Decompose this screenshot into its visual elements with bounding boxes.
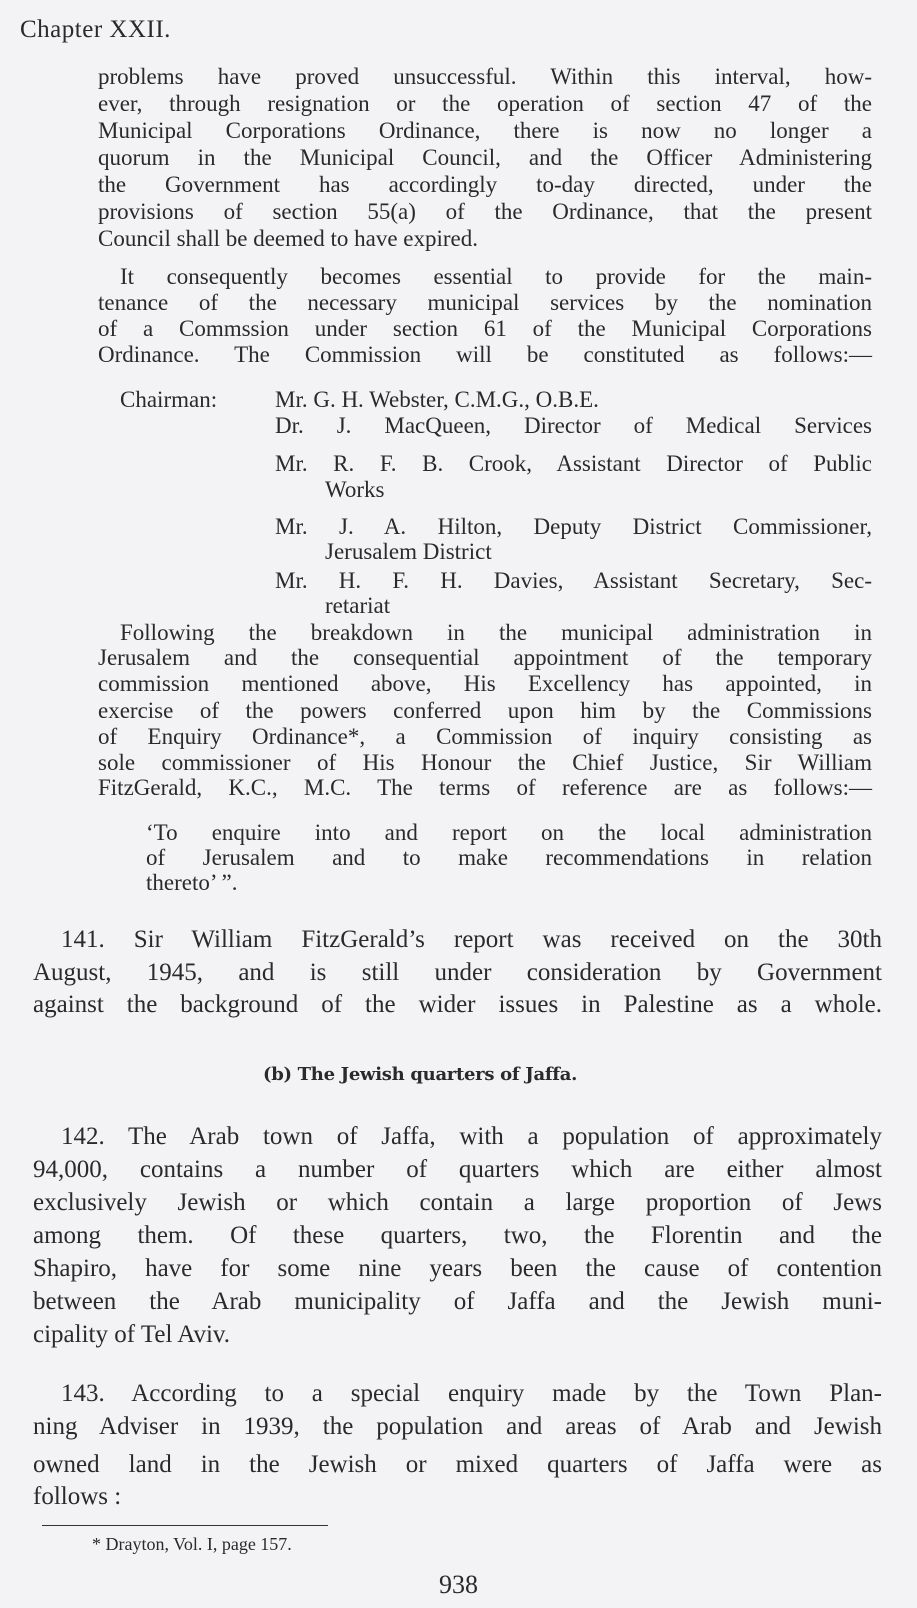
paragraph-line: FitzGerald, K.C., M.C. The terms of reference are as follows:— <box>98 775 872 800</box>
paragraph-line: 143. According to a special enquiry made by the Town Plan- <box>61 1380 882 1407</box>
commission-member-line: Mr. H. F. H. Davies, Assistant Secretary, Sec- <box>275 568 872 593</box>
paragraph-line: 141. Sir William FitzGerald’s report was received on the 30th <box>61 926 882 953</box>
paragraph-line: August, 1945, and is still under consideration by Government <box>33 959 882 986</box>
footnote-divider <box>42 1525 328 1526</box>
paragraph-line: of Enquiry Ordinance*, a Commission of inquiry consisting as <box>98 724 872 749</box>
paragraph-line: problems have proved unsuccessful. Within this interval, how- <box>98 64 872 89</box>
paragraph-line: Ordinance. The Commission will be constituted as follows:— <box>98 342 872 367</box>
paragraph-line: of a Commssion under section 61 of the Municipal Corporations <box>98 316 872 341</box>
quote-line: thereto’ ”. <box>146 870 238 895</box>
commission-member-line: Works <box>325 477 385 502</box>
paragraph-line: the Government has accordingly to-day directed, under the <box>98 172 872 197</box>
chairman-label: Chairman: <box>120 387 218 412</box>
commission-member-line: Dr. J. MacQueen, Director of Medical Services <box>275 413 872 438</box>
paragraph-line: Following the breakdown in the municipal administration in <box>120 620 872 645</box>
paragraph-line: Jerusalem and the consequential appointment of the temporary <box>98 645 872 670</box>
paragraph-line: tenance of the necessary municipal services by the nomination <box>98 290 872 315</box>
paragraph-line: Shapiro, have for some nine years been the cause of contention <box>33 1255 882 1282</box>
footnote: * Drayton, Vol. I, page 157. <box>92 1534 292 1554</box>
paragraph-line: Council shall be deemed to have expired. <box>98 226 479 251</box>
paragraph-line: exercise of the powers conferred upon him by the Commissions <box>98 698 872 723</box>
paragraph-line: owned land in the Jewish or mixed quarters of Jaffa were as <box>33 1451 882 1478</box>
paragraph-line: among them. Of these quarters, two, the Florentin and the <box>33 1222 882 1249</box>
paragraph-line: ning Adviser in 1939, the population and areas of Arab and Jewish <box>33 1413 882 1440</box>
quote-line: of Jerusalem and to make recommendations in relation <box>146 845 872 870</box>
paragraph-line: commission mentioned above, His Excellency has appointed, in <box>98 671 872 696</box>
paragraph-line: provisions of section 55(a) of the Ordinance, that the present <box>98 199 872 224</box>
commission-member-line: Jerusalem District <box>325 539 492 564</box>
commission-member-line: retariat <box>325 593 391 618</box>
paragraph-line: ever, through resignation or the operation of section 47 of the <box>98 91 872 116</box>
commission-member-line: Mr. R. F. B. Crook, Assistant Director of Public <box>275 451 872 476</box>
paragraph-line: follows : <box>33 1483 122 1510</box>
paragraph-line: exclusively Jewish or which contain a large proportion of Jews <box>33 1189 882 1216</box>
commission-member-line: Mr. J. A. Hilton, Deputy District Commissioner, <box>275 514 872 539</box>
commission-member-line: Mr. G. H. Webster, C.M.G., O.B.E. <box>275 387 599 412</box>
paragraph-line: It consequently becomes essential to provide for the main- <box>120 264 872 289</box>
page-number: 938 <box>439 1570 478 1599</box>
chapter-title: Chapter XXII. <box>20 16 171 43</box>
paragraph-line: against the background of the wider issues in Palestine as a whole. <box>33 991 882 1018</box>
paragraph-line: 142. The Arab town of Jaffa, with a population of approximately <box>61 1123 882 1150</box>
chapter-heading <box>20 16 171 44</box>
paragraph-line: quorum in the Municipal Council, and the Officer Administering <box>98 145 872 170</box>
section-heading: (b) The Jewish quarters of Jaffa. <box>263 1064 578 1085</box>
paragraph-line: between the Arab municipality of Jaffa and the Jewish muni- <box>33 1288 882 1315</box>
paragraph-line: cipality of Tel Aviv. <box>33 1321 231 1348</box>
paragraph-line: sole commissioner of His Honour the Chief Justice, Sir William <box>98 750 872 775</box>
paragraph-line: Municipal Corporations Ordinance, there is now no longer a <box>98 118 872 143</box>
paragraph-line: 94,000, contains a number of quarters which are either almost <box>33 1156 882 1183</box>
quote-line: ‘To enquire into and report on the local administration <box>146 820 872 845</box>
